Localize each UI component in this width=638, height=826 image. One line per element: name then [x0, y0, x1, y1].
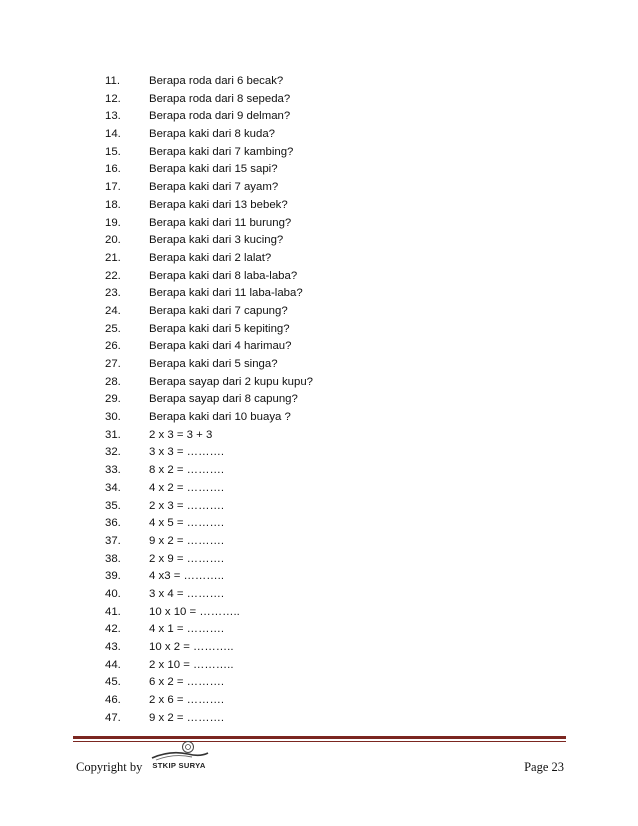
- question-item: [0, 232, 638, 250]
- question-number: 16.: [105, 163, 121, 176]
- question-number: 18.: [105, 198, 121, 211]
- question-item: [0, 409, 638, 427]
- question-text: 4 x 1 = ……….: [149, 623, 225, 636]
- question-item: [0, 303, 638, 321]
- question-number: 36.: [105, 517, 121, 530]
- question-number: 43.: [105, 641, 121, 653]
- question-item: [0, 126, 638, 144]
- question-item: [0, 91, 638, 109]
- question-number: 42.: [105, 623, 121, 636]
- question-text: 4 x 5 = ……….: [149, 517, 225, 530]
- question-text: Berapa roda dari 8 sepeda?: [149, 92, 291, 105]
- question-number: 33.: [105, 464, 121, 477]
- question-text: 9 x 2 = ……….: [149, 711, 225, 724]
- question-number: 15.: [105, 145, 121, 158]
- question-item: [0, 692, 638, 710]
- question-number: 17.: [105, 181, 121, 194]
- question-item: [0, 179, 638, 197]
- question-item: [0, 108, 638, 126]
- question-item: [0, 621, 638, 639]
- question-item: [0, 321, 638, 339]
- question-number: 25.: [105, 322, 121, 335]
- question-text: 2 x 10 = ………..: [149, 658, 234, 671]
- question-number: 13.: [105, 110, 121, 123]
- question-number: 22.: [105, 269, 121, 282]
- question-text: Berapa kaki dari 11 laba-laba?: [149, 287, 303, 300]
- question-text: 2 x 6 = ……….: [149, 694, 225, 707]
- question-number: 35.: [105, 499, 121, 512]
- question-item: [0, 586, 638, 604]
- question-text: 4 x 2 = ……….: [149, 481, 225, 494]
- question-text: Berapa kaki dari 11 burung?: [149, 216, 292, 229]
- question-item: [0, 338, 638, 356]
- question-item: [0, 427, 638, 445]
- question-text: Berapa kaki dari 13 bebek?: [149, 198, 288, 211]
- question-number: 46.: [105, 694, 121, 707]
- question-item: [0, 444, 638, 462]
- question-item: [0, 568, 638, 586]
- question-text: 4 x3 = ………..: [149, 570, 225, 583]
- question-number: 12.: [105, 92, 121, 105]
- question-number: 40.: [105, 587, 121, 600]
- question-item: [0, 391, 638, 409]
- question-item: [0, 144, 638, 162]
- question-text: Berapa kaki dari 4 harimau?: [149, 340, 292, 353]
- question-number: 23.: [105, 287, 121, 300]
- question-text: 10 x 2 = ………..: [149, 641, 234, 653]
- question-item: [0, 356, 638, 374]
- question-number: 37.: [105, 534, 121, 547]
- question-number: 45.: [105, 676, 121, 689]
- question-item: [0, 639, 638, 657]
- question-text: Berapa kaki dari 10 buaya ?: [149, 411, 291, 424]
- question-text: Berapa kaki dari 8 kuda?: [149, 128, 276, 141]
- question-text: Berapa roda dari 6 becak?: [149, 75, 284, 87]
- logo-emblem-icon: [148, 740, 210, 762]
- question-text: 9 x 2 = ……….: [149, 534, 225, 547]
- question-item: [0, 73, 638, 91]
- question-item: [0, 374, 638, 392]
- question-text: 8 x 2 = ……….: [149, 464, 225, 477]
- question-number: 26.: [105, 340, 121, 353]
- question-item: [0, 161, 638, 179]
- question-text: Berapa kaki dari 7 ayam?: [149, 181, 279, 194]
- question-item: [0, 215, 638, 233]
- question-text: Berapa kaki dari 5 singa?: [149, 358, 278, 370]
- question-text: Berapa sayap dari 8 capung?: [149, 393, 298, 406]
- question-item: [0, 604, 638, 622]
- page-number: Page 23: [524, 760, 564, 774]
- question-item: [0, 197, 638, 215]
- question-number: 41.: [105, 605, 121, 618]
- question-number: 30.: [105, 411, 121, 424]
- question-text: Berapa kaki dari 8 laba-laba?: [149, 269, 298, 282]
- question-number: 24.: [105, 304, 121, 317]
- footer-rule-thin: [73, 741, 566, 742]
- question-text: Berapa kaki dari 15 sapi?: [149, 163, 278, 176]
- question-text: 2 x 3 = 3 + 3: [149, 428, 213, 441]
- question-number: 39.: [105, 570, 121, 583]
- footer-rule-thick: [73, 736, 566, 739]
- question-number: 28.: [105, 375, 121, 388]
- question-item: [0, 462, 638, 480]
- question-number: 29.: [105, 393, 121, 406]
- question-number: 34.: [105, 481, 121, 494]
- question-list: [0, 73, 638, 727]
- copyright-text: Copyright by: [76, 760, 143, 774]
- question-number: 47.: [105, 711, 121, 724]
- question-number: 14.: [105, 128, 121, 141]
- question-number: 32.: [105, 446, 121, 459]
- question-item: [0, 533, 638, 551]
- question-text: Berapa kaki dari 3 kucing?: [149, 234, 284, 247]
- question-number: 31.: [105, 428, 121, 441]
- question-number: 38.: [105, 552, 121, 565]
- question-text: 3 x 3 = ……….: [149, 446, 225, 459]
- question-number: 21.: [105, 251, 121, 264]
- question-item: [0, 285, 638, 303]
- question-item: [0, 551, 638, 569]
- logo-text: STKIP SURYA: [152, 761, 206, 770]
- stkip-surya-logo: [148, 740, 210, 776]
- question-item: [0, 268, 638, 286]
- question-number: 44.: [105, 658, 121, 671]
- question-item: [0, 657, 638, 675]
- question-text: 10 x 10 = ………..: [149, 605, 240, 618]
- question-item: [0, 710, 638, 728]
- question-text: Berapa kaki dari 2 lalat?: [149, 251, 272, 264]
- question-text: Berapa kaki dari 7 capung?: [149, 304, 288, 317]
- question-text: 2 x 3 = ……….: [149, 499, 225, 512]
- question-item: [0, 250, 638, 268]
- question-item: [0, 480, 638, 498]
- question-text: Berapa sayap dari 2 kupu kupu?: [149, 375, 314, 388]
- question-text: 6 x 2 = ……….: [149, 676, 225, 689]
- question-item: [0, 498, 638, 516]
- question-item: [0, 515, 638, 533]
- question-number: 20.: [105, 234, 121, 247]
- question-item: [0, 674, 638, 692]
- question-text: Berapa kaki dari 5 kepiting?: [149, 322, 290, 335]
- question-number: 11.: [105, 75, 120, 87]
- question-text: 2 x 9 = ……….: [149, 552, 225, 565]
- question-number: 27.: [105, 358, 121, 370]
- question-text: Berapa roda dari 9 delman?: [149, 110, 291, 123]
- question-text: Berapa kaki dari 7 kambing?: [149, 145, 294, 158]
- question-number: 19.: [105, 216, 121, 229]
- question-text: 3 x 4 = ……….: [149, 587, 225, 600]
